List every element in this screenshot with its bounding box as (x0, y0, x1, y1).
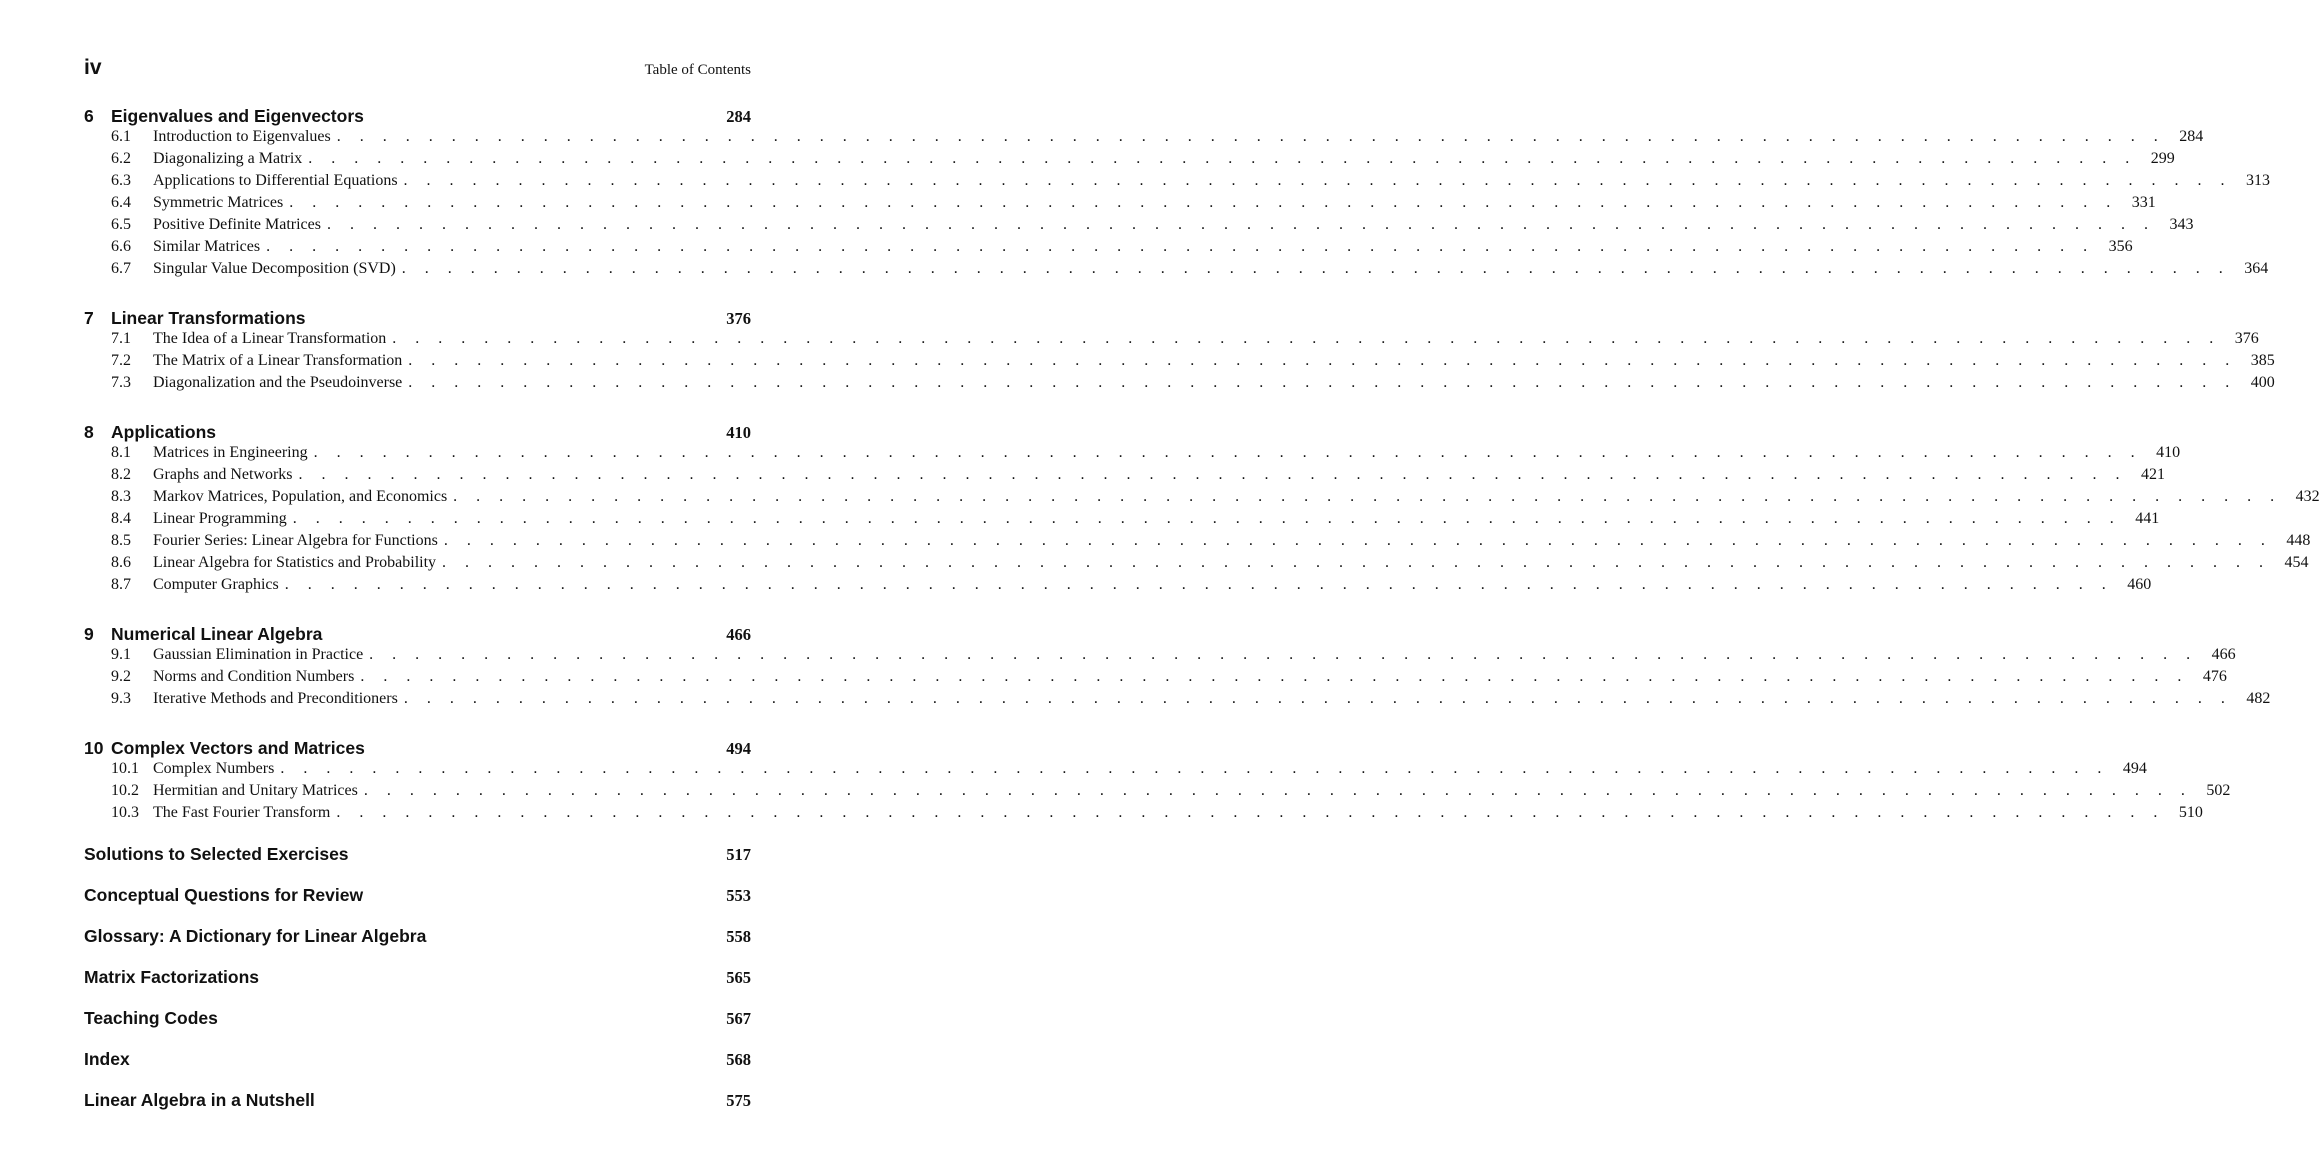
section-title: Gaussian Elimination in Practice (153, 646, 364, 663)
section-number: 10.2 (111, 782, 139, 799)
section-page: 356 (2108, 238, 2133, 255)
section-entry[interactable] (84, 216, 2194, 238)
section-entry[interactable] (84, 532, 2311, 554)
section-title: Diagonalizing a Matrix (153, 150, 303, 167)
section-title: Fourier Series: Linear Algebra for Functions (153, 532, 438, 549)
chapter-page: 466 (726, 625, 751, 644)
section-page: 331 (2131, 194, 2156, 211)
dot-leader: . . . . . . . . . . . . . . . . . . . . . . . . . . . . . . . . . . . . . . . . . . . . . . . . . . . . . . . . . . . . . . . . . . . . . . . . . . . . . . . . (336, 128, 2166, 145)
back-matter-title: Matrix Factorizations (84, 967, 260, 987)
chapter-heading[interactable] (84, 738, 751, 760)
back-matter-page: 553 (726, 886, 751, 905)
dot-leader: . . . . . . . . . . . . . . . . . . . . . . . . . . . . . . . . . . . . . . . . . . . . . . . . . . . . . . . . . . . . . . . . . . . . . . . . . . . . . . . . (363, 782, 2193, 799)
section-entry[interactable] (84, 760, 2147, 782)
section-page: 421 (2141, 466, 2166, 483)
chapter-heading[interactable] (84, 106, 751, 128)
section-number: 10.3 (111, 804, 139, 821)
dot-leader: . . . . . . . . . . . . . . . . . . . . . . . . . . . . . . . . . . . . . . . . . . . . . . . . . . . . . . . . . . . . . . . . . . . . . . . . . . . . . . . . (443, 532, 2273, 549)
section-title: Graphs and Networks (153, 466, 293, 483)
section-page: 510 (2178, 804, 2203, 821)
dot-leader: . . . . . . . . . . . . . . . . . . . . . . . . . . . . . . . . . . . . . . . . . . . . . . . . . . . . . . . . . . . . . . . . . . . . . . . . . . . . . . . . (280, 760, 2109, 777)
section-entry[interactable] (84, 510, 2160, 532)
back-matter-title: Glossary: A Dictionary for Linear Algebra (84, 926, 427, 946)
dot-leader: . . . . . . . . . . . . . . . . . . . . . . . . . . . . . . . . . . . . . . . . . . . . . . . . . . . . . . . . . . . . . . . . . . . . . . . . . . . . . . . . (289, 194, 2118, 211)
section-number: 10.1 (111, 760, 139, 777)
back-matter-entry[interactable] (84, 967, 751, 989)
chapter-heading[interactable] (84, 308, 751, 330)
section-page: 299 (2150, 150, 2175, 167)
section-entry[interactable] (84, 466, 2166, 488)
dot-leader: . . . . . . . . . . . . . . . . . . . . . . . . . . . . . . . . . . . . . . . . . . . . . . . . . . . . . . . . . . . . . . . . . . . . . . . . . . . . . . . . (308, 150, 2137, 167)
chapter-title-text: Complex Vectors and Matrices (111, 738, 365, 758)
section-title: Diagonalization and the Pseudoinverse (153, 374, 403, 391)
section-number: 8.2 (111, 466, 131, 483)
section-page: 460 (2127, 576, 2152, 593)
dot-leader: . . . . . . . . . . . . . . . . . . . . . . . . . . . . . . . . . . . . . . . . . . . . . . . . . . . . . . . . . . . . . . . . . . . . . . . . . . . . . . . . (369, 646, 2198, 663)
section-number: 8.3 (111, 488, 131, 505)
section-title: Markov Matrices, Population, and Economics (153, 488, 448, 505)
dot-leader: . . . . . . . . . . . . . . . . . . . . . . . . . . . . . . . . . . . . . . . . . . . . . . . . . . . . . . . . . . . . . . . . . . . . . . . . . . . . . . . . (266, 238, 2095, 255)
section-page: 364 (2244, 260, 2269, 277)
section-number: 8.4 (111, 510, 131, 527)
section-page: 476 (2202, 668, 2227, 685)
section-title: The Matrix of a Linear Transformation (153, 352, 403, 369)
section-entry[interactable] (84, 576, 2152, 598)
section-entry[interactable] (84, 488, 2320, 510)
back-matter-page: 568 (726, 1050, 751, 1069)
section-number: 8.7 (111, 576, 131, 593)
section-title: Symmetric Matrices (153, 194, 284, 211)
section-title: Positive Definite Matrices (153, 216, 321, 233)
chapter-entry (84, 422, 2320, 598)
back-matter-page: 565 (726, 968, 751, 987)
section-title: Iterative Methods and Preconditioners (153, 690, 398, 707)
dot-leader: . . . . . . . . . . . . . . . . . . . . . . . . . . . . . . . . . . . . . . . . . . . . . . . . . . . . . . . . . . . . . . . . . . . . . . . . . . . . . . . . (403, 690, 2233, 707)
section-entry[interactable] (84, 128, 2204, 150)
chapter-title (84, 624, 322, 645)
section-entry[interactable] (84, 444, 2181, 466)
section-title: Norms and Condition Numbers (153, 668, 355, 685)
back-matter-page: 575 (726, 1091, 751, 1110)
section-entry[interactable] (84, 804, 2203, 826)
section-entry[interactable] (84, 260, 2269, 282)
dot-leader: . . . . . . . . . . . . . . . . . . . . . . . . . . . . . . . . . . . . . . . . . . . . . . . . . . . . . . . . . . . . . . . . . . . . . . . . . . . . . . . . (408, 352, 2237, 369)
section-entry[interactable] (84, 668, 2227, 690)
back-matter-page: 567 (726, 1009, 751, 1028)
section-title: The Fast Fourier Transform (153, 804, 331, 821)
back-matter-entry[interactable] (84, 1090, 751, 1112)
back-matter-title: Conceptual Questions for Review (84, 885, 364, 905)
back-matter-entry[interactable] (84, 1049, 751, 1071)
dot-leader: . . . . . . . . . . . . . . . . . . . . . . . . . . . . . . . . . . . . . . . . . . . . . . . . . . . . . . . . . . . . . . . . . . . . . . . . . . . . . . . . (284, 576, 2114, 593)
chapter-number: 7 (84, 308, 94, 328)
chapter-title-text: Numerical Linear Algebra (111, 624, 323, 644)
section-title: Linear Algebra for Statistics and Probability (153, 554, 437, 571)
section-entry[interactable] (84, 150, 2175, 172)
section-number: 6.3 (111, 172, 131, 189)
section-number: 7.2 (111, 352, 131, 369)
section-number: 6.7 (111, 260, 131, 277)
section-entry[interactable] (84, 194, 2156, 216)
section-title: Applications to Differential Equations (153, 172, 398, 189)
dot-leader: . . . . . . . . . . . . . . . . . . . . . . . . . . . . . . . . . . . . . . . . . . . . . . . . . . . . . . . . . . . . . . . . . . . . . . . . . . . . . . . . (453, 488, 2282, 505)
section-page: 313 (2246, 172, 2271, 189)
dot-leader: . . . . . . . . . . . . . . . . . . . . . . . . . . . . . . . . . . . . . . . . . . . . . . . . . . . . . . . . . . . . . . . . . . . . . . . . . . . . . . . . (403, 172, 2233, 189)
section-page: 400 (2250, 374, 2275, 391)
section-entry[interactable] (84, 690, 2271, 712)
dot-leader: . . . . . . . . . . . . . . . . . . . . . . . . . . . . . . . . . . . . . . . . . . . . . . . . . . . . . . . . . . . . . . . . . . . . . . . . . . . . . . . . (298, 466, 2128, 483)
section-number: 9.1 (111, 646, 131, 663)
section-title: Similar Matrices (153, 238, 261, 255)
section-number: 6.1 (111, 128, 131, 145)
back-matter-title: Solutions to Selected Exercises (84, 844, 349, 864)
dot-leader: . . . . . . . . . . . . . . . . . . . . . . . . . . . . . . . . . . . . . . . . . . . . . . . . . . . . . . . . . . . . . . . . . . . . . . . . . . . . . . . . (336, 804, 2165, 821)
chapter-page: 376 (726, 309, 751, 328)
section-number: 8.5 (111, 532, 131, 549)
chapter-entry (84, 106, 2271, 282)
dot-leader: . . . . . . . . . . . . . . . . . . . . . . . . . . . . . . . . . . . . . . . . . . . . . . . . . . . . . . . . . . . . . . . . . . . . . . . . . . . . . . . . (360, 668, 2189, 685)
section-number: 9.2 (111, 668, 131, 685)
section-number: 7.3 (111, 374, 131, 391)
section-entry[interactable] (84, 782, 2231, 804)
section-title: Complex Numbers (153, 760, 275, 777)
section-title: The Idea of a Linear Transformation (153, 330, 387, 347)
section-entry[interactable] (84, 238, 2133, 260)
section-page: 482 (2246, 690, 2271, 707)
dot-leader: . . . . . . . . . . . . . . . . . . . . . . . . . . . . . . . . . . . . . . . . . . . . . . . . . . . . . . . . . . . . . . . . . . . . . . . . . . . . . . . . (401, 260, 2231, 277)
chapter-list (84, 106, 2320, 826)
section-title: Introduction to Eigenvalues (153, 128, 331, 145)
chapter-entry (84, 308, 2275, 396)
chapter-title-text: Eigenvalues and Eigenvectors (111, 106, 364, 126)
section-page: 410 (2156, 444, 2181, 461)
back-matter-entry[interactable] (84, 1008, 751, 1030)
section-number: 8.1 (111, 444, 131, 461)
chapter-number: 6 (84, 106, 94, 126)
chapter-entry (84, 624, 2271, 712)
toc-page (84, 56, 2320, 1131)
chapter-heading[interactable] (84, 422, 751, 444)
section-page: 284 (2179, 128, 2204, 145)
section-entry[interactable] (84, 374, 2275, 396)
chapter-page: 410 (726, 423, 751, 442)
dot-leader: . . . . . . . . . . . . . . . . . . . . . . . . . . . . . . . . . . . . . . . . . . . . . . . . . . . . . . . . . . . . . . . . . . . . . . . . . . . . . . . . (313, 444, 2143, 461)
chapter-heading[interactable] (84, 624, 751, 646)
section-page: 441 (2135, 510, 2160, 527)
section-page: 494 (2122, 760, 2147, 777)
section-page: 466 (2211, 646, 2236, 663)
section-entry[interactable] (84, 554, 2309, 576)
back-matter-list (84, 844, 751, 1112)
chapter-title (84, 738, 365, 759)
chapter-title-text: Applications (111, 422, 217, 442)
page-number: iv (84, 56, 102, 79)
section-entry[interactable] (84, 352, 2275, 374)
section-number: 8.6 (111, 554, 131, 571)
section-page: 448 (2286, 532, 2311, 549)
back-matter-page: 558 (726, 927, 751, 946)
dot-leader: . . . . . . . . . . . . . . . . . . . . . . . . . . . . . . . . . . . . . . . . . . . . . . . . . . . . . . . . . . . . . . . . . . . . . . . . . . . . . . . . (392, 330, 2221, 347)
section-page: 502 (2206, 782, 2231, 799)
chapter-title (84, 422, 216, 443)
section-page: 432 (2295, 488, 2320, 505)
chapter-number: 9 (84, 624, 94, 644)
section-number: 6.4 (111, 194, 131, 211)
section-page: 385 (2250, 352, 2275, 369)
chapter-title (84, 308, 306, 329)
section-title: Hermitian and Unitary Matrices (153, 782, 358, 799)
section-page: 343 (2169, 216, 2194, 233)
chapter-title-text: Linear Transformations (111, 308, 306, 328)
section-title: Matrices in Engineering (153, 444, 308, 461)
section-page: 454 (2284, 554, 2309, 571)
dot-leader: . . . . . . . . . . . . . . . . . . . . . . . . . . . . . . . . . . . . . . . . . . . . . . . . . . . . . . . . . . . . . . . . . . . . . . . . . . . . . . . . (442, 554, 2271, 571)
section-number: 6.2 (111, 150, 131, 167)
dot-leader: . . . . . . . . . . . . . . . . . . . . . . . . . . . . . . . . . . . . . . . . . . . . . . . . . . . . . . . . . . . . . . . . . . . . . . . . . . . . . . . . (326, 216, 2156, 233)
dot-leader: . . . . . . . . . . . . . . . . . . . . . . . . . . . . . . . . . . . . . . . . . . . . . . . . . . . . . . . . . . . . . . . . . . . . . . . . . . . . . . . . (408, 374, 2237, 391)
back-matter-title: Index (84, 1049, 130, 1069)
section-entry[interactable] (84, 646, 2236, 668)
chapter-number: 10 (84, 738, 104, 758)
chapter-title (84, 106, 364, 127)
section-number: 6.5 (111, 216, 131, 233)
back-matter-entry[interactable] (84, 926, 751, 948)
section-number: 7.1 (111, 330, 131, 347)
back-matter-page: 517 (726, 845, 751, 864)
section-number: 9.3 (111, 690, 131, 707)
section-entry[interactable] (84, 330, 2259, 352)
back-matter-title: Linear Algebra in a Nutshell (84, 1090, 315, 1110)
running-title: Table of Contents (644, 62, 751, 78)
chapter-number: 8 (84, 422, 94, 442)
chapter-entry (84, 738, 2231, 826)
page-header (84, 56, 751, 82)
back-matter-entry[interactable] (84, 885, 751, 907)
section-title: Linear Programming (153, 510, 287, 527)
chapter-page: 284 (726, 107, 751, 126)
section-entry[interactable] (84, 172, 2271, 194)
dot-leader: . . . . . . . . . . . . . . . . . . . . . . . . . . . . . . . . . . . . . . . . . . . . . . . . . . . . . . . . . . . . . . . . . . . . . . . . . . . . . . . . (292, 510, 2122, 527)
section-title: Singular Value Decomposition (SVD) (153, 260, 396, 277)
back-matter-title: Teaching Codes (84, 1008, 218, 1028)
section-number: 6.6 (111, 238, 131, 255)
section-title: Computer Graphics (153, 576, 279, 593)
section-page: 376 (2234, 330, 2259, 347)
back-matter-entry[interactable] (84, 844, 751, 866)
chapter-page: 494 (726, 739, 751, 758)
